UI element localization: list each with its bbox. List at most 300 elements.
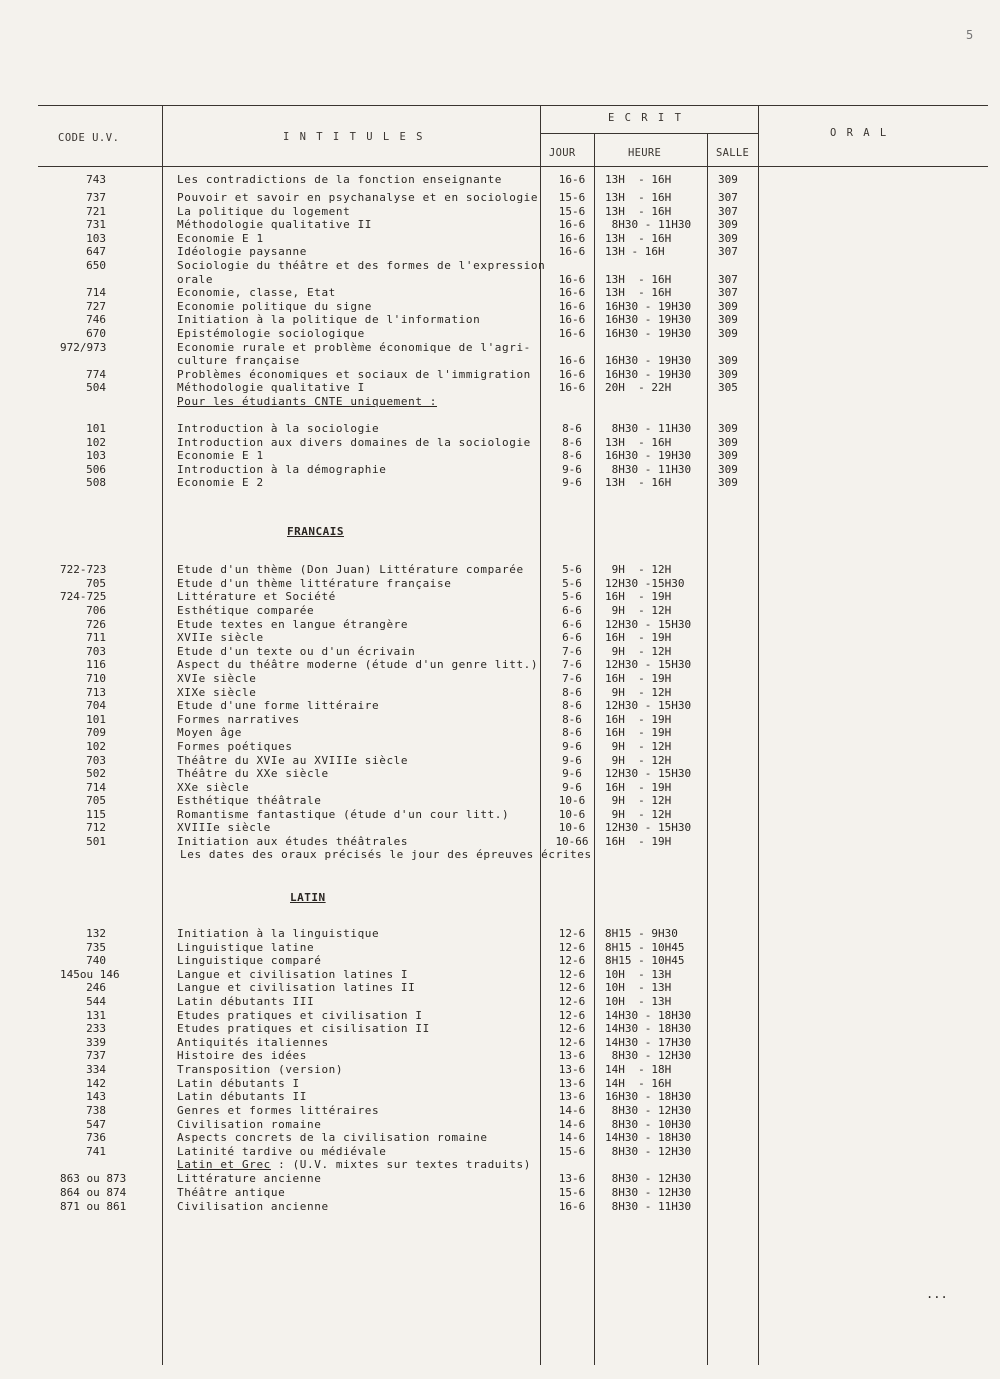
exam-time: 12H30 - 15H30 <box>605 699 692 712</box>
exam-time: 8H15 - 9H30 <box>605 927 678 940</box>
exam-day: 16-6 <box>558 300 586 313</box>
table-row <box>0 1186 1000 1200</box>
exam-time: 16H - 19H <box>605 835 672 848</box>
uv-code: 736 <box>86 1131 106 1144</box>
exam-room: 309 <box>718 300 738 313</box>
exam-time: 14H - 18H <box>605 1063 672 1076</box>
exam-time: 13H - 16H <box>605 476 672 489</box>
table-row <box>0 449 1000 463</box>
table-row <box>0 354 1000 368</box>
uv-title: Langue et civilisation latines I <box>177 968 409 981</box>
exam-time: 13H - 16H <box>605 205 672 218</box>
table-row <box>0 436 1000 450</box>
exam-day: 10-66 <box>555 835 589 848</box>
uv-title: Introduction à la sociologie <box>177 422 380 435</box>
table-row <box>0 368 1000 382</box>
exam-time: 10H - 13H <box>605 981 672 994</box>
exam-day: 13-6 <box>558 1172 586 1185</box>
header-jour: JOUR <box>549 147 576 159</box>
exam-time: 8H30 - 11H30 <box>605 218 692 231</box>
uv-code: 741 <box>86 1145 106 1158</box>
table-row <box>0 205 1000 219</box>
exam-time: 9H - 12H <box>605 754 672 767</box>
uv-code: 774 <box>86 368 106 381</box>
exam-time: 8H15 - 10H45 <box>605 954 685 967</box>
uv-title: Economie politique du signe <box>177 300 373 313</box>
uv-code: 501 <box>86 835 106 848</box>
uv-code: 735 <box>86 941 106 954</box>
table-row <box>0 476 1000 490</box>
exam-time: 14H30 - 17H30 <box>605 1036 692 1049</box>
uv-title: Genres et formes littéraires <box>177 1104 380 1117</box>
uv-code: 547 <box>86 1118 106 1131</box>
exam-time: 14H30 - 18H30 <box>605 1009 692 1022</box>
exam-day: 8-6 <box>562 726 582 739</box>
exam-time: 16H30 - 19H30 <box>605 327 692 340</box>
uv-title: XXe siècle <box>177 781 250 794</box>
exam-room: 309 <box>718 368 738 381</box>
exam-time: 16H - 19H <box>605 631 672 644</box>
table-row <box>0 1172 1000 1186</box>
exam-time: 9H - 12H <box>605 686 672 699</box>
uv-code: 727 <box>86 300 106 313</box>
uv-code: 712 <box>86 821 106 834</box>
uv-code: 710 <box>86 672 106 685</box>
exam-day: 12-6 <box>558 941 586 954</box>
uv-title: Théâtre du XXe siècle <box>177 767 329 780</box>
exam-day: 15-6 <box>558 205 586 218</box>
table-top-border <box>38 105 988 106</box>
exam-day: 7-6 <box>562 658 582 671</box>
uv-code: 103 <box>86 232 106 245</box>
exam-time: 9H - 12H <box>605 645 672 658</box>
table-row <box>0 300 1000 314</box>
exam-day: 13-6 <box>558 1049 586 1062</box>
exam-day: 16-6 <box>558 286 586 299</box>
exam-room: 309 <box>718 436 738 449</box>
table-row <box>0 754 1000 768</box>
uv-title: culture française <box>177 354 300 367</box>
uv-title: Aspects concrets de la civilisation romaine <box>177 1131 488 1144</box>
uv-code: 721 <box>86 205 106 218</box>
uv-code: 746 <box>86 313 106 326</box>
uv-code: 713 <box>86 686 106 699</box>
table-row <box>0 286 1000 300</box>
uv-code: 115 <box>86 808 106 821</box>
exam-room: 309 <box>718 422 738 435</box>
exam-day: 10-6 <box>558 794 586 807</box>
exam-day: 5-6 <box>562 590 582 603</box>
exam-day: 14-6 <box>558 1131 586 1144</box>
uv-title: Introduction à la démographie <box>177 463 387 476</box>
exam-day: 14-6 <box>558 1118 586 1131</box>
exam-time: 8H30 - 10H30 <box>605 1118 692 1131</box>
exam-time: 12H30 - 15H30 <box>605 821 692 834</box>
exam-day: 15-6 <box>558 1186 586 1199</box>
table-row <box>0 686 1000 700</box>
uv-title: Romantisme fantastique (étude d'un cour litt.) <box>177 808 510 821</box>
table-row <box>0 631 1000 645</box>
table-row <box>0 835 1000 849</box>
exam-time: 16H30 - 18H30 <box>605 1090 692 1103</box>
table-row <box>0 341 1000 355</box>
uv-code: 544 <box>86 995 106 1008</box>
exam-day: 16-6 <box>558 273 586 286</box>
table-row <box>0 713 1000 727</box>
uv-title: Latin débutants I <box>177 1077 300 1090</box>
uv-code: 714 <box>86 286 106 299</box>
table-row <box>0 1049 1000 1063</box>
table-row <box>0 259 1000 273</box>
exam-time: 14H - 16H <box>605 1077 672 1090</box>
uv-title: XVIIe siècle <box>177 631 264 644</box>
uv-title: Méthodologie qualitative I <box>177 381 365 394</box>
table-row <box>0 463 1000 477</box>
table-row <box>0 767 1000 781</box>
exam-time: 9H - 12H <box>605 604 672 617</box>
header-ecrit: E C R I T <box>608 112 683 124</box>
table-row <box>0 604 1000 618</box>
uv-title: Civilisation ancienne <box>177 1200 329 1213</box>
exam-day: 8-6 <box>562 449 582 462</box>
exam-day: 8-6 <box>562 713 582 726</box>
uv-title: Etude d'un thème littérature française <box>177 577 452 590</box>
table-row <box>0 726 1000 740</box>
exam-room: 309 <box>718 449 738 462</box>
exam-room: 309 <box>718 354 738 367</box>
uv-code: 339 <box>86 1036 106 1049</box>
exam-day: 9-6 <box>562 740 582 753</box>
exam-time: 16H30 - 19H30 <box>605 300 692 313</box>
uv-code: 706 <box>86 604 106 617</box>
exam-day: 16-6 <box>558 245 586 258</box>
uv-title: Pour les étudiants CNTE uniquement : <box>177 395 438 408</box>
uv-title: Etude d'un texte ou d'un écrivain <box>177 645 416 658</box>
table-row <box>0 672 1000 686</box>
uv-code: 703 <box>86 645 106 658</box>
exam-day: 8-6 <box>562 436 582 449</box>
uv-code: 101 <box>86 713 106 726</box>
uv-code: 504 <box>86 381 106 394</box>
uv-title: Initiation à la linguistique <box>177 927 380 940</box>
table-row <box>0 1145 1000 1159</box>
uv-code: 650 <box>86 259 106 272</box>
exam-day: 12-6 <box>558 995 586 1008</box>
exam-day: 12-6 <box>558 1036 586 1049</box>
exam-time: 16H - 19H <box>605 713 672 726</box>
uv-title: Transposition (version) <box>177 1063 344 1076</box>
exam-room: 307 <box>718 205 738 218</box>
exam-room: 309 <box>718 232 738 245</box>
uv-code: 116 <box>86 658 106 671</box>
table-row <box>0 395 1000 409</box>
exam-room: 307 <box>718 286 738 299</box>
uv-title: Etudes pratiques et cisilisation II <box>177 1022 430 1035</box>
uv-title: Histoire des idées <box>177 1049 308 1062</box>
uv-title: Idéologie paysanne <box>177 245 308 258</box>
exam-day: 8-6 <box>562 686 582 699</box>
exam-day: 5-6 <box>562 577 582 590</box>
exam-day: 13-6 <box>558 1077 586 1090</box>
table-row <box>0 1036 1000 1050</box>
page-mark: 5 <box>966 28 974 42</box>
header-oral: O R A L <box>830 127 889 139</box>
oral-note: Les dates des oraux précisés le jour des épreuves écrites <box>180 848 592 861</box>
exam-room: 309 <box>718 173 738 186</box>
uv-code: 101 <box>86 422 106 435</box>
table-row <box>0 1009 1000 1023</box>
exam-day: 12-6 <box>558 968 586 981</box>
exam-time: 8H30 - 12H30 <box>605 1172 692 1185</box>
exam-day: 5-6 <box>562 563 582 576</box>
exam-day: 16-6 <box>558 381 586 394</box>
uv-code: 704 <box>86 699 106 712</box>
uv-code: 102 <box>86 740 106 753</box>
table-row <box>0 821 1000 835</box>
exam-time: 8H30 - 11H30 <box>605 422 692 435</box>
table-row <box>0 740 1000 754</box>
table-row <box>0 273 1000 287</box>
exam-day: 9-6 <box>562 781 582 794</box>
table-row <box>0 1200 1000 1214</box>
uv-title: Etude d'un thème (Don Juan) Littérature comparée <box>177 563 524 576</box>
table-row <box>0 381 1000 395</box>
exam-room: 309 <box>718 476 738 489</box>
uv-code: 703 <box>86 754 106 767</box>
uv-code: 102 <box>86 436 106 449</box>
uv-title: Latin débutants III <box>177 995 315 1008</box>
table-row <box>0 699 1000 713</box>
uv-title: Initiation à la politique de l'information <box>177 313 481 326</box>
uv-title: Latin débutants II <box>177 1090 308 1103</box>
uv-title: orale <box>177 273 214 286</box>
table-row <box>0 981 1000 995</box>
exam-day: 12-6 <box>558 954 586 967</box>
uv-title: Formes narratives <box>177 713 300 726</box>
uv-title: Economie E 1 <box>177 232 264 245</box>
exam-time: 8H30 - 11H30 <box>605 463 692 476</box>
exam-day: 8-6 <box>562 699 582 712</box>
uv-title: Théâtre du XVIe au XVIIIe siècle <box>177 754 409 767</box>
uv-code: 709 <box>86 726 106 739</box>
table-row <box>0 1158 1000 1172</box>
uv-code: 863 ou 873 <box>60 1172 127 1185</box>
exam-day: 16-6 <box>558 218 586 231</box>
ecrit-subheader-border <box>540 133 758 134</box>
exam-time: 9H - 12H <box>605 808 672 821</box>
uv-title: Epistémologie sociologique <box>177 327 365 340</box>
uv-title: Latinité tardive ou médiévale <box>177 1145 387 1158</box>
uv-title: XVIIIe siècle <box>177 821 271 834</box>
exam-day: 12-6 <box>558 1022 586 1035</box>
exam-time: 8H30 - 12H30 <box>605 1049 692 1062</box>
uv-code: 103 <box>86 449 106 462</box>
exam-room: 309 <box>718 463 738 476</box>
exam-room: 307 <box>718 245 738 258</box>
table-row <box>0 927 1000 941</box>
exam-time: 16H30 - 19H30 <box>605 449 692 462</box>
header-heure: HEURE <box>628 147 662 159</box>
table-row <box>0 808 1000 822</box>
uv-code: 246 <box>86 981 106 994</box>
exam-day: 8-6 <box>562 422 582 435</box>
exam-room: 307 <box>718 191 738 204</box>
uv-code: 670 <box>86 327 106 340</box>
table-row <box>0 968 1000 982</box>
uv-code: 132 <box>86 927 106 940</box>
exam-time: 9H - 12H <box>605 740 672 753</box>
section-francais: FRANCAIS <box>287 525 344 538</box>
table-row <box>0 1063 1000 1077</box>
uv-code: 705 <box>86 794 106 807</box>
uv-code: 737 <box>86 1049 106 1062</box>
table-row <box>0 422 1000 436</box>
uv-code: 714 <box>86 781 106 794</box>
exam-time: 10H - 13H <box>605 995 672 1008</box>
exam-day: 15-6 <box>558 1145 586 1158</box>
uv-code: 737 <box>86 191 106 204</box>
table-row <box>0 794 1000 808</box>
uv-title: Esthétique comparée <box>177 604 315 617</box>
uv-title: Langue et civilisation latines II <box>177 981 416 994</box>
table-row <box>0 590 1000 604</box>
uv-title: XIXe siècle <box>177 686 257 699</box>
exam-room: 309 <box>718 313 738 326</box>
table-row <box>0 658 1000 672</box>
uv-title: Problèmes économiques et sociaux de l'immigration <box>177 368 531 381</box>
uv-title: Etude textes en langue étrangère <box>177 618 409 631</box>
exam-day: 16-6 <box>558 313 586 326</box>
uv-title: Latin et Grec : (U.V. mixtes sur textes traduits) <box>177 1158 531 1171</box>
uv-title: Antiquités italiennes <box>177 1036 329 1049</box>
exam-day: 16-6 <box>558 232 586 245</box>
exam-room: 305 <box>718 381 738 394</box>
uv-code: 738 <box>86 1104 106 1117</box>
uv-code: 972/973 <box>60 341 107 354</box>
exam-time: 16H - 19H <box>605 590 672 603</box>
header-code: CODE U.V. <box>58 132 120 144</box>
table-row <box>0 173 1000 187</box>
uv-code: 724-725 <box>60 590 107 603</box>
exam-time: 13H - 16H <box>605 232 672 245</box>
table-row <box>0 327 1000 341</box>
exam-day: 16-6 <box>558 1200 586 1213</box>
exam-time: 8H30 - 12H30 <box>605 1186 692 1199</box>
exam-day: 12-6 <box>558 927 586 940</box>
exam-time: 8H30 - 11H30 <box>605 1200 692 1213</box>
uv-code: 740 <box>86 954 106 967</box>
exam-day: 16-6 <box>558 368 586 381</box>
exam-time: 13H - 16H <box>605 273 672 286</box>
exam-day: 7-6 <box>562 672 582 685</box>
table-row <box>0 618 1000 632</box>
uv-code: 743 <box>86 173 106 186</box>
uv-title: Linguistique comparé <box>177 954 322 967</box>
table-row <box>0 645 1000 659</box>
exam-time: 13H - 16H <box>605 173 672 186</box>
uv-title: Economie rurale et problème économique de l'agri- <box>177 341 531 354</box>
uv-title: Aspect du théâtre moderne (étude d'un genre litt.) <box>177 658 539 671</box>
exam-day: 15-6 <box>558 191 586 204</box>
table-row <box>0 577 1000 591</box>
uv-title: Esthétique théâtrale <box>177 794 322 807</box>
exam-day: 6-6 <box>562 604 582 617</box>
uv-title: Littérature et Société <box>177 590 336 603</box>
uv-title: La politique du logement <box>177 205 351 218</box>
exam-day: 12-6 <box>558 981 586 994</box>
section-latin: LATIN <box>290 891 326 904</box>
table-row <box>0 941 1000 955</box>
table-row <box>0 954 1000 968</box>
exam-time: 12H30 - 15H30 <box>605 767 692 780</box>
table-row <box>0 1077 1000 1091</box>
exam-time: 10H - 13H <box>605 968 672 981</box>
uv-title: Pouvoir et savoir en psychanalyse et en sociologie <box>177 191 539 204</box>
uv-code: 871 ou 861 <box>60 1200 127 1213</box>
uv-title: Formes poétiques <box>177 740 293 753</box>
uv-title: Economie E 1 <box>177 449 264 462</box>
uv-code: 864 ou 874 <box>60 1186 127 1199</box>
exam-time: 12H30 - 15H30 <box>605 618 692 631</box>
uv-title: Initiation aux études théâtrales <box>177 835 409 848</box>
exam-room: 309 <box>718 218 738 231</box>
exam-day: 6-6 <box>562 618 582 631</box>
exam-day: 7-6 <box>562 645 582 658</box>
uv-code: 233 <box>86 1022 106 1035</box>
exam-day: 9-6 <box>562 463 582 476</box>
exam-time: 14H30 - 18H30 <box>605 1131 692 1144</box>
exam-room: 309 <box>718 327 738 340</box>
exam-time: 9H - 12H <box>605 794 672 807</box>
table-row <box>0 1118 1000 1132</box>
uv-code: 508 <box>86 476 106 489</box>
exam-day: 13-6 <box>558 1063 586 1076</box>
exam-time: 9H - 12H <box>605 563 672 576</box>
uv-title: Sociologie du théâtre et des formes de l'expression <box>177 259 546 272</box>
uv-code: 506 <box>86 463 106 476</box>
exam-time: 8H30 - 12H30 <box>605 1104 692 1117</box>
table-row <box>0 1022 1000 1036</box>
table-row <box>0 245 1000 259</box>
uv-title: Etudes pratiques et civilisation I <box>177 1009 423 1022</box>
exam-day: 12-6 <box>558 1009 586 1022</box>
table-row <box>0 313 1000 327</box>
exam-day: 10-6 <box>558 821 586 834</box>
exam-day: 10-6 <box>558 808 586 821</box>
table-row <box>0 563 1000 577</box>
uv-title: Théâtre antique <box>177 1186 286 1199</box>
uv-title: Economie, classe, Etat <box>177 286 336 299</box>
uv-code: 502 <box>86 767 106 780</box>
uv-code: 731 <box>86 218 106 231</box>
exam-time: 16H - 19H <box>605 781 672 794</box>
uv-title: XVIe siècle <box>177 672 257 685</box>
uv-code: 647 <box>86 245 106 258</box>
uv-code: 143 <box>86 1090 106 1103</box>
header-intitules: I N T I T U L E S <box>283 131 425 143</box>
uv-title: Introduction aux divers domaines de la sociologie <box>177 436 531 449</box>
exam-day: 6-6 <box>562 631 582 644</box>
table-row <box>0 218 1000 232</box>
exam-day: 16-6 <box>558 327 586 340</box>
uv-title: Moyen âge <box>177 726 243 739</box>
exam-day: 9-6 <box>562 767 582 780</box>
exam-time: 13H - 16H <box>605 245 665 258</box>
uv-code: 722-723 <box>60 563 107 576</box>
uv-code: 334 <box>86 1063 106 1076</box>
table-row <box>0 1131 1000 1145</box>
uv-title: Civilisation romaine <box>177 1118 322 1131</box>
